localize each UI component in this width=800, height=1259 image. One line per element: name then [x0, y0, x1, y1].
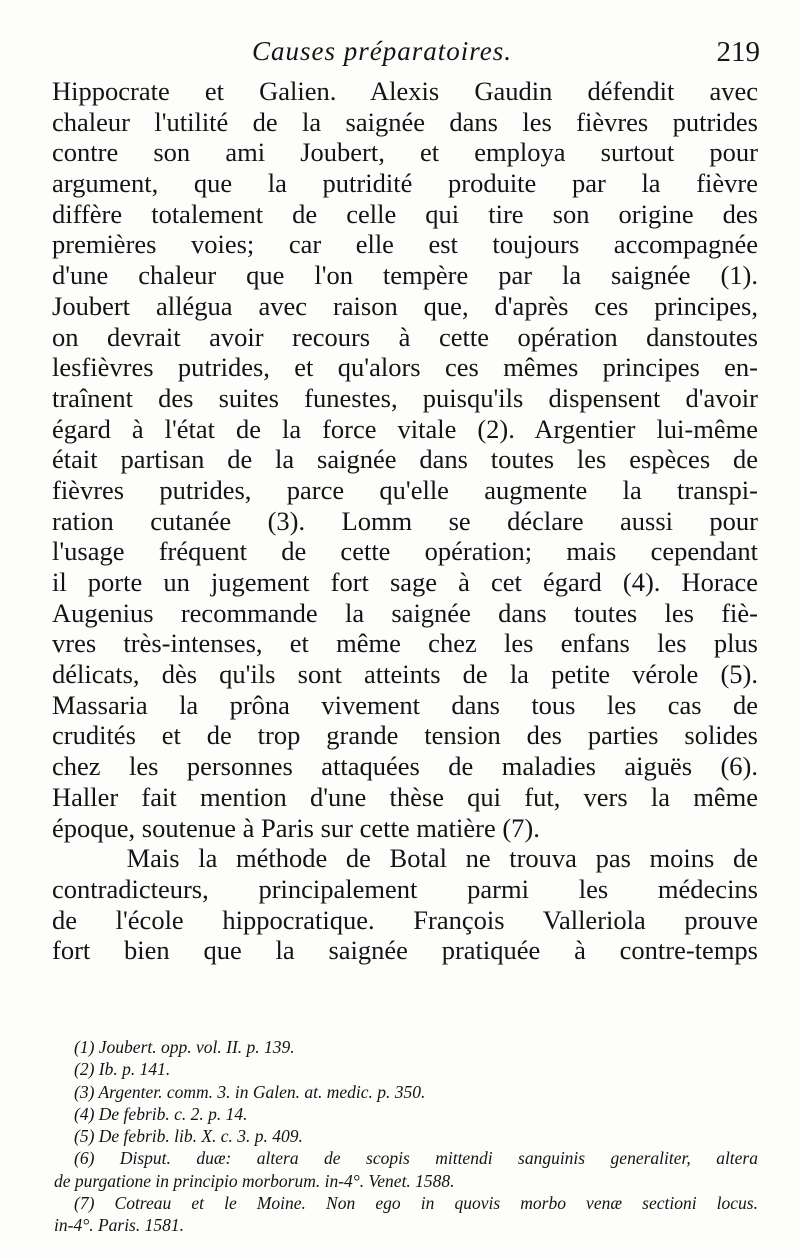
- text-line: époque, soutenue à Paris sur cette matière (7).: [52, 812, 540, 843]
- text-line: chez les personnes attaquées de maladies aiguës (6).: [52, 751, 758, 782]
- text-line: Massaria la prôna vivement dans tous les cas de: [52, 689, 758, 720]
- footnote: (5) De febrib. lib. X. c. 3. p. 409.: [74, 1126, 303, 1147]
- text-line: l'usage fréquent de cette opération; mais cependant: [52, 536, 758, 567]
- footnote: (4) De febrib. c. 2. p. 14.: [74, 1103, 248, 1124]
- footnote: (6) Disput. duæ: altera de scopis mittendi sanguinis generaliter, altera: [74, 1148, 758, 1169]
- text-line: fort bien que la saignée pratiquée à contre-temps: [52, 935, 758, 966]
- running-head: Causes préparatoires.: [252, 36, 513, 66]
- footnote-continuation: in-4°. Paris. 1581.: [54, 1215, 184, 1236]
- page-number: 219: [716, 36, 760, 68]
- body-text: [52, 76, 758, 966]
- text-line: fièvres putrides, parce qu'elle augmente la transpi-: [52, 474, 758, 505]
- footnote: (2) Ib. p. 141.: [74, 1059, 171, 1080]
- footnote: (1) Joubert. opp. vol. II. p. 139.: [74, 1037, 295, 1057]
- text-line: contre son ami Joubert, et employa surtout pour: [52, 137, 758, 168]
- text-line: Mais la méthode de Botal ne trouva pas moins de: [52, 843, 758, 874]
- page-header: [60, 36, 760, 76]
- footnote: (3) Argenter. comm. 3. in Galen. at. medic. p. 350.: [74, 1081, 426, 1102]
- text-line: égard à l'état de la force vitale (2). Argentier lui-même: [52, 413, 758, 444]
- text-line: délicats, dès qu'ils sont atteints de la petite vérole (5).: [52, 659, 758, 690]
- text-line: argument, que la putridité produite par la fièvre: [52, 168, 758, 199]
- footnote: (7) Cotreau et le Moine. Non ego in quovis morbo venæ sectioni locus.: [74, 1193, 758, 1214]
- text-line: crudités et de trop grande tension des parties solides: [52, 720, 758, 751]
- text-line: premières voies; car elle est toujours accompagnée: [52, 229, 758, 260]
- text-line: vres très-intenses, et même chez les enfans les plus: [52, 628, 758, 659]
- text-line: diffère totalement de celle qui tire son origine des: [52, 198, 758, 229]
- text-line: contradicteurs, principalement parmi les médecins: [52, 873, 758, 904]
- text-line: ration cutanée (3). Lomm se déclare aussi pour: [52, 505, 758, 536]
- text-line: lesfièvres putrides, et qu'alors ces mêmes principes en-: [52, 352, 758, 383]
- text-line: Augenius recommande la saignée dans toutes les fiè-: [52, 597, 758, 628]
- text-line: on devrait avoir recours à cette opération danstoutes: [52, 321, 758, 352]
- footnote-continuation: de purgatione in principio morborum. in-4°. Venet. 1588.: [54, 1170, 455, 1191]
- text-line: il porte un jugement fort sage à cet égard (4). Horace: [52, 567, 758, 597]
- text-line: Haller fait mention d'une thèse qui fut, vers la même: [52, 781, 758, 812]
- text-line: traînent des suites funestes, puisqu'ils dispensent d'avoir: [52, 382, 758, 413]
- text-line: de l'école hippocratique. François Valleriola prouve: [52, 904, 758, 935]
- text-line: d'une chaleur que l'on tempère par la saignée (1).: [52, 260, 758, 291]
- text-line: Hippocrate et Galien. Alexis Gaudin défendit avec: [52, 76, 758, 106]
- text-line: chaleur l'utilité de la saignée dans les fièvres putrides: [52, 106, 758, 137]
- text-line: Joubert allégua avec raison que, d'après ces principes,: [52, 290, 758, 321]
- footnotes: [54, 1036, 758, 1237]
- text-line: était partisan de la saignée dans toutes les espèces de: [52, 444, 758, 475]
